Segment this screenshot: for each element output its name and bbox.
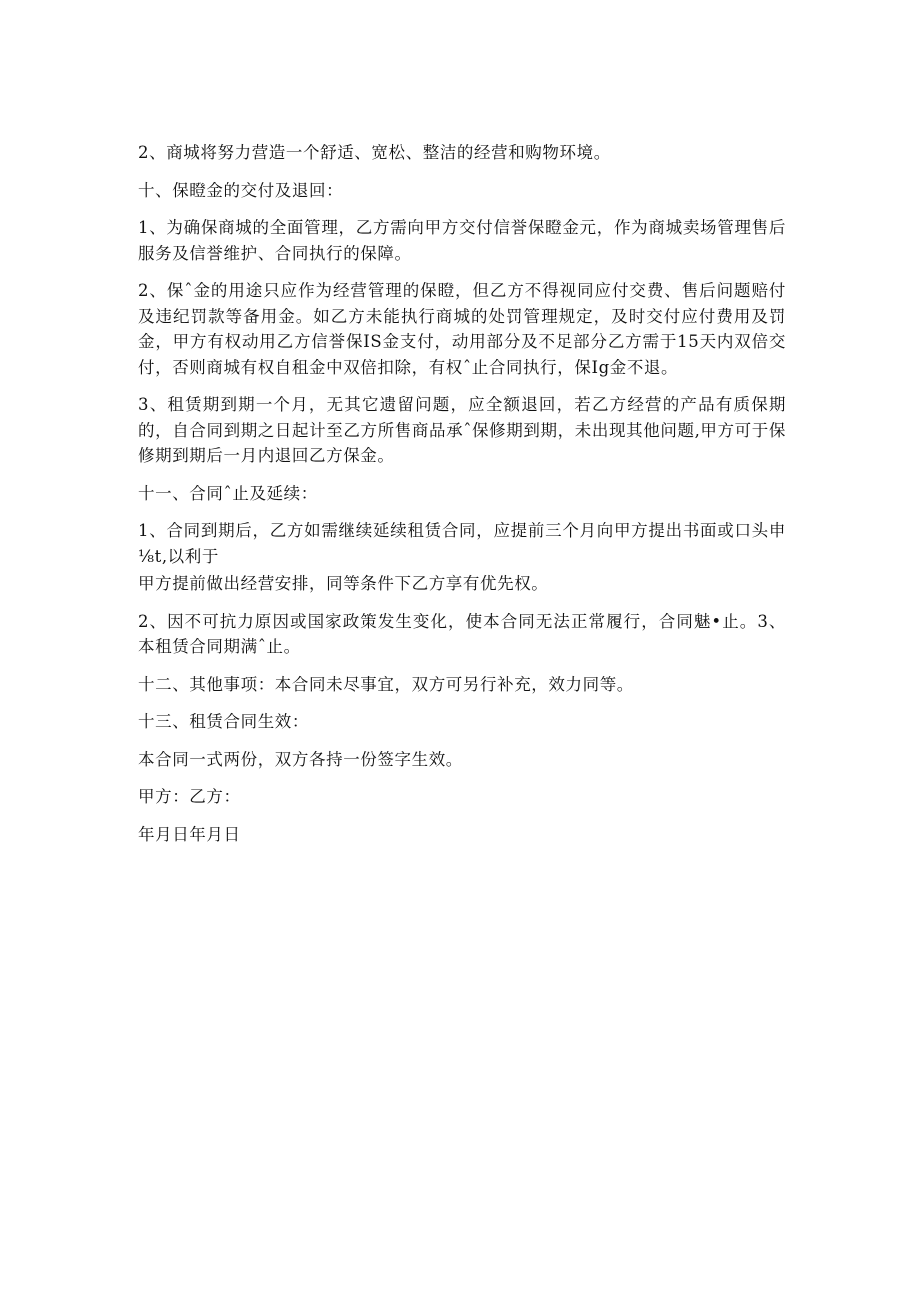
paragraph-termination-1a: 1、合同到期后，乙方如需继续延续租赁合同，应提前三个月向甲方提出书面或口头申⅛t,以利于 [138, 521, 786, 566]
section-heading-effective: 十三、租赁合同生效： [138, 712, 309, 731]
section-heading-deposit: 十、保瞪金的交付及退回： [138, 180, 344, 200]
section-heading-termination: 十一、合同ˆ止及延续： [138, 483, 318, 503]
paragraph-termination-1b: 甲方提前做出经营安排，同等条件下乙方享有优先权。 [138, 574, 549, 593]
paragraph-deposit-3: 3、租赁期到期一个月，无其它遗留问题，应全额退回，若乙方经营的产品有质保期的，自合同到期之日起计至乙方所售商品承ˆ保修期到期，未出现其他问题,甲方可于保修期到期后一月内退回乙方保金。 [138, 395, 786, 465]
signature-parties: 甲方：乙方： [138, 787, 241, 806]
paragraph-termination-2-3: 2、因不可抗力原因或国家政策发生变化，使本合同无法正常履行，合同魅•止。3、本租赁合同期满ˆ止。 [138, 611, 786, 656]
paragraph-other-matters: 十二、其他事项：本合同未尽事宜，双方可另行补充，效力同等。 [138, 674, 634, 694]
signature-dates: 年月日年月日 [138, 824, 241, 844]
paragraph-deposit-1: 1、为确保商城的全面管理，乙方需向甲方交付信誉保瞪金元，作为商城卖场管理售后服务及信誉维护、合同执行的保障。 [138, 218, 786, 263]
paragraph-copies: 本合同一式两份，双方各持一份签字生效。 [138, 749, 463, 769]
paragraph-deposit-2: 2、保ˆ金的用途只应作为经营管理的保瞪，但乙方不得视同应付交费、售后问题赔付及违纪罚款等备用金。如乙方未能执行商城的处罚管理规定，及时交付应付费用及罚金，甲方有权动用乙方信誉保IS金支付，动用部分及不足部分乙方需于15天内双倍交付，否则商城有权自租金中双倍扣除，有权ˆ止合同执行，保Ig金不退。 [138, 281, 786, 377]
paragraph-clause-2-environment: 2、商城将努力营造一个舒适、宽松、整洁的经营和购物环境。 [138, 143, 611, 162]
document-body [138, 140, 786, 859]
